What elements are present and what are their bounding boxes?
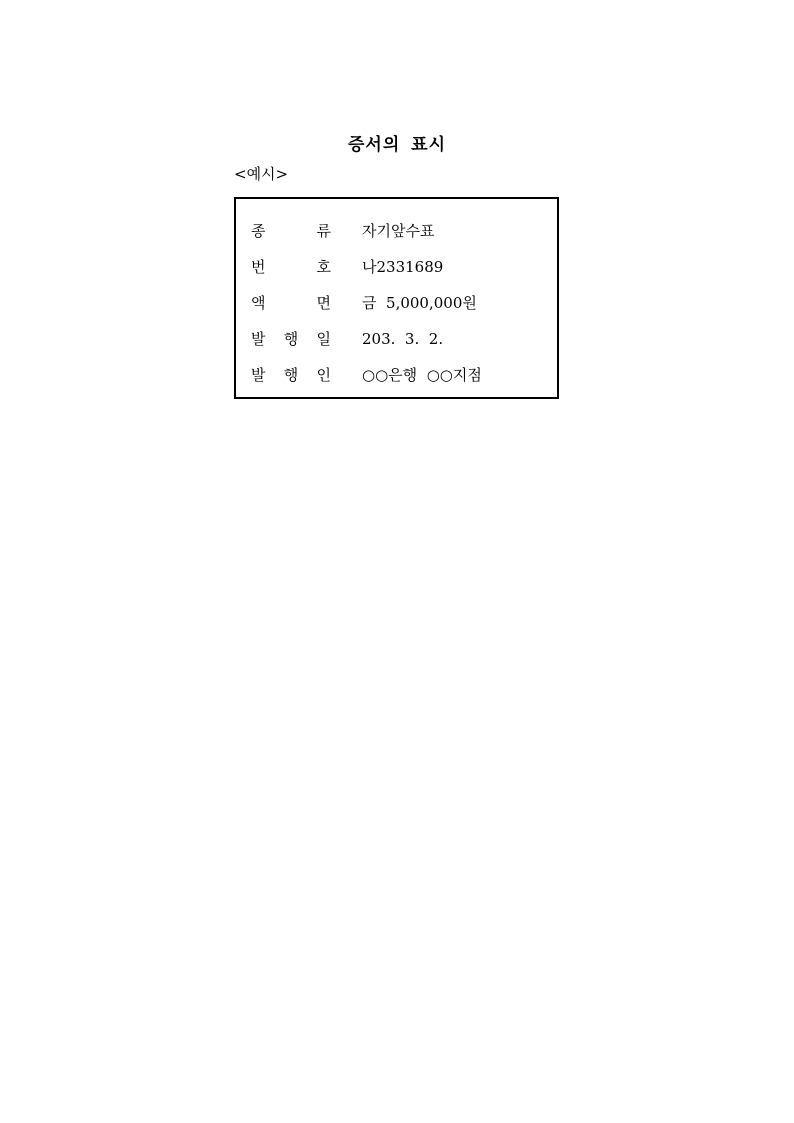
- row-number: [236, 255, 557, 279]
- row-issuer: [236, 363, 557, 387]
- label-char: 행: [283, 366, 299, 384]
- label-char: 류: [316, 222, 331, 240]
- label-char: 발: [251, 330, 266, 348]
- row-number-label: [251, 255, 331, 279]
- document-title: 증서의 표시: [347, 135, 447, 155]
- row-number-value: 나2331689: [362, 258, 444, 276]
- label-char: 번: [251, 258, 266, 276]
- row-face-value: [236, 291, 557, 315]
- example-label: <예시>: [234, 165, 289, 183]
- row-type-label: [251, 219, 331, 243]
- row-face-value-label: [251, 291, 331, 315]
- row-issue-date-label: [251, 327, 331, 351]
- label-char: 일: [316, 330, 331, 348]
- label-char: 종: [251, 222, 266, 240]
- row-issue-date: [236, 327, 557, 351]
- row-type-value: 자기앞수표: [362, 222, 435, 240]
- row-face-value-value: 금 5,000,000원: [362, 294, 477, 312]
- row-type: [236, 219, 557, 243]
- label-char: 인: [316, 366, 331, 384]
- label-char: 면: [316, 294, 331, 312]
- row-issuer-label: [251, 363, 331, 387]
- label-char: 발: [251, 366, 266, 384]
- label-char: 호: [316, 258, 331, 276]
- label-char: 액: [251, 294, 266, 312]
- row-issuer-value: ○○은행 ○○지점: [362, 366, 482, 384]
- label-char: 행: [283, 330, 299, 348]
- row-issue-date-value: 203. 3. 2.: [362, 330, 444, 348]
- certificate-info-box: [234, 197, 559, 399]
